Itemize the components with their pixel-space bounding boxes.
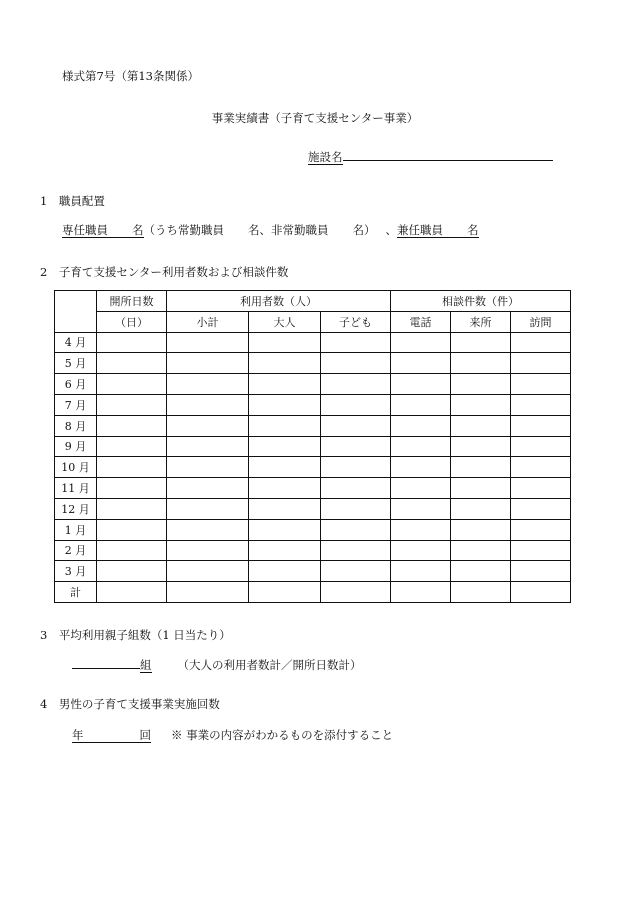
table-cell[interactable] xyxy=(321,519,391,540)
full-time-staff-label: 専任職員 xyxy=(62,223,108,237)
table-cell[interactable] xyxy=(451,561,511,582)
header-home-visit: 訪問 xyxy=(511,311,571,332)
table-cell[interactable] xyxy=(391,374,451,395)
table-cell[interactable] xyxy=(249,478,321,499)
table-cell[interactable] xyxy=(249,457,321,478)
breakdown-close: 名） xyxy=(352,223,376,237)
table-cell[interactable] xyxy=(451,498,511,519)
table-cell[interactable] xyxy=(391,478,451,499)
breakdown-regular-unit: 名、非常勤職員 xyxy=(248,223,329,237)
table-cell[interactable] xyxy=(451,540,511,561)
row-month-label: 10 月 xyxy=(55,457,97,478)
table-cell[interactable] xyxy=(249,374,321,395)
header-adults: 大人 xyxy=(249,311,321,332)
header-subtotal: 小計 xyxy=(167,311,249,332)
table-cell[interactable] xyxy=(97,498,167,519)
male-support-times: 回 xyxy=(139,728,151,742)
table-cell[interactable] xyxy=(249,519,321,540)
table-row xyxy=(55,519,571,540)
row-month-label: 7 月 xyxy=(55,394,97,415)
table-cell[interactable] xyxy=(511,540,571,561)
table-cell[interactable] xyxy=(321,415,391,436)
table-cell[interactable] xyxy=(97,582,167,603)
header-days-unit: （日） xyxy=(97,311,167,332)
header-month xyxy=(55,291,97,333)
row-month-label: 9 月 xyxy=(55,436,97,457)
table-cell[interactable] xyxy=(391,457,451,478)
table-cell[interactable] xyxy=(97,540,167,561)
table-cell[interactable] xyxy=(249,332,321,353)
table-cell[interactable] xyxy=(167,394,249,415)
table-cell[interactable] xyxy=(451,436,511,457)
table-cell[interactable] xyxy=(249,498,321,519)
table-cell[interactable] xyxy=(391,498,451,519)
table-cell[interactable] xyxy=(167,540,249,561)
row-month-label: 2 月 xyxy=(55,540,97,561)
table-row xyxy=(55,561,571,582)
table-cell[interactable] xyxy=(97,353,167,374)
table-cell[interactable] xyxy=(167,374,249,395)
table-row xyxy=(55,540,571,561)
header-children: 子ども xyxy=(321,311,391,332)
table-cell[interactable] xyxy=(451,353,511,374)
table-row xyxy=(55,394,571,415)
row-month-label: 1 月 xyxy=(55,519,97,540)
table-cell[interactable] xyxy=(391,353,451,374)
row-month-label: 8 月 xyxy=(55,415,97,436)
header-phone: 電話 xyxy=(391,311,451,332)
form-number: 様式第7号（第13条関係） xyxy=(62,69,199,83)
table-cell[interactable] xyxy=(97,436,167,457)
row-month-label: 4 月 xyxy=(55,332,97,353)
table-cell[interactable] xyxy=(451,582,511,603)
table-cell[interactable] xyxy=(321,561,391,582)
table-cell[interactable] xyxy=(249,540,321,561)
staff-allocation-line xyxy=(62,222,479,238)
table-cell[interactable] xyxy=(321,353,391,374)
table-cell[interactable] xyxy=(391,332,451,353)
section1-heading: 1 職員配置 xyxy=(40,194,105,208)
table-cell[interactable] xyxy=(321,394,391,415)
table-row xyxy=(55,353,571,374)
table-cell[interactable] xyxy=(167,436,249,457)
table-cell[interactable] xyxy=(97,478,167,499)
table-cell[interactable] xyxy=(391,519,451,540)
table-cell[interactable] xyxy=(321,457,391,478)
table-row xyxy=(55,582,571,603)
table-cell[interactable] xyxy=(511,457,571,478)
table-cell[interactable] xyxy=(451,415,511,436)
table-row xyxy=(55,457,571,478)
part-time-staff[interactable] xyxy=(397,223,479,238)
row-month-label: 3 月 xyxy=(55,561,97,582)
usage-table xyxy=(54,290,571,603)
row-month-label: 12 月 xyxy=(55,498,97,519)
attachment-note: ※ 事業の内容がわかるものを添付すること xyxy=(171,728,394,742)
header-consultations: 相談件数（件） xyxy=(391,291,571,312)
separator: 、 xyxy=(385,223,397,237)
table-cell[interactable] xyxy=(511,332,571,353)
facility-name-blank[interactable] xyxy=(343,160,553,161)
table-row xyxy=(55,415,571,436)
row-month-label: 11 月 xyxy=(55,478,97,499)
table-cell[interactable] xyxy=(249,415,321,436)
section2-heading: 2 子育て支援センター利用者数および相談件数 xyxy=(40,265,289,279)
table-cell[interactable] xyxy=(97,374,167,395)
table-cell[interactable] xyxy=(511,478,571,499)
table-row xyxy=(55,436,571,457)
table-cell[interactable] xyxy=(321,582,391,603)
table-cell[interactable] xyxy=(167,332,249,353)
row-month-label: 計 xyxy=(55,582,97,603)
table-cell[interactable] xyxy=(97,415,167,436)
table-cell[interactable] xyxy=(511,561,571,582)
average-groups-unit: 組 xyxy=(140,658,152,672)
row-month-label: 5 月 xyxy=(55,353,97,374)
table-cell[interactable] xyxy=(167,519,249,540)
average-groups-line xyxy=(72,657,362,673)
table-row xyxy=(55,498,571,519)
table-cell[interactable] xyxy=(167,498,249,519)
table-cell[interactable] xyxy=(451,394,511,415)
table-cell[interactable] xyxy=(511,582,571,603)
table-cell[interactable] xyxy=(249,561,321,582)
table-cell[interactable] xyxy=(97,519,167,540)
table-cell[interactable] xyxy=(451,332,511,353)
table-cell[interactable] xyxy=(511,374,571,395)
table-cell[interactable] xyxy=(451,457,511,478)
table-cell[interactable] xyxy=(391,540,451,561)
table-cell[interactable] xyxy=(451,374,511,395)
full-time-staff[interactable] xyxy=(62,223,144,238)
table-cell[interactable] xyxy=(451,478,511,499)
table-cell[interactable] xyxy=(97,561,167,582)
document-title: 事業実績書（子育て支援センター事業） xyxy=(211,111,419,125)
table-cell[interactable] xyxy=(391,415,451,436)
table-row xyxy=(55,374,571,395)
table-cell[interactable] xyxy=(321,498,391,519)
facility-name-label: 施設名 xyxy=(308,150,343,164)
male-support-line xyxy=(72,727,393,743)
table-cell[interactable] xyxy=(167,561,249,582)
table-cell[interactable] xyxy=(167,415,249,436)
table-cell[interactable] xyxy=(97,457,167,478)
table-cell[interactable] xyxy=(391,582,451,603)
table-cell[interactable] xyxy=(391,561,451,582)
table-cell[interactable] xyxy=(167,353,249,374)
table-cell[interactable] xyxy=(511,415,571,436)
full-time-staff-unit: 名 xyxy=(132,223,144,237)
table-cell[interactable] xyxy=(249,394,321,415)
table-cell[interactable] xyxy=(321,540,391,561)
table-cell[interactable] xyxy=(97,332,167,353)
table-cell[interactable] xyxy=(391,394,451,415)
header-users: 利用者数（人） xyxy=(167,291,391,312)
table-cell[interactable] xyxy=(321,374,391,395)
header-days-open: 開所日数 xyxy=(97,291,167,312)
table-cell[interactable] xyxy=(167,457,249,478)
average-groups-blank[interactable] xyxy=(72,668,140,669)
table-row xyxy=(55,332,571,353)
table-cell[interactable] xyxy=(511,353,571,374)
table-cell[interactable] xyxy=(511,498,571,519)
part-time-staff-label: 兼任職員 xyxy=(397,223,443,237)
male-support-count[interactable] xyxy=(72,728,151,743)
table-cell[interactable] xyxy=(249,436,321,457)
table-cell[interactable] xyxy=(249,353,321,374)
usage-table-body xyxy=(55,332,571,602)
table-cell[interactable] xyxy=(97,394,167,415)
facility-name-field xyxy=(308,150,553,165)
table-cell[interactable] xyxy=(321,436,391,457)
part-time-staff-unit: 名 xyxy=(467,223,479,237)
row-month-label: 6 月 xyxy=(55,374,97,395)
section4-heading: 4 男性の子育て支援事業実施回数 xyxy=(40,697,220,711)
table-row xyxy=(55,478,571,499)
table-cell[interactable] xyxy=(451,519,511,540)
table-cell[interactable] xyxy=(321,332,391,353)
table-cell[interactable] xyxy=(321,478,391,499)
table-cell[interactable] xyxy=(167,478,249,499)
table-cell[interactable] xyxy=(249,582,321,603)
header-visit-in: 来所 xyxy=(451,311,511,332)
table-cell[interactable] xyxy=(167,582,249,603)
table-cell[interactable] xyxy=(511,436,571,457)
average-groups-note: （大人の利用者数計／開所日数計） xyxy=(177,658,362,672)
breakdown-open: （うち常勤職員 xyxy=(143,223,224,237)
section3-heading: 3 平均利用親子組数（1 日当たり） xyxy=(40,628,231,642)
male-support-year: 年 xyxy=(72,728,84,742)
table-cell[interactable] xyxy=(511,519,571,540)
table-cell[interactable] xyxy=(511,394,571,415)
table-cell[interactable] xyxy=(391,436,451,457)
